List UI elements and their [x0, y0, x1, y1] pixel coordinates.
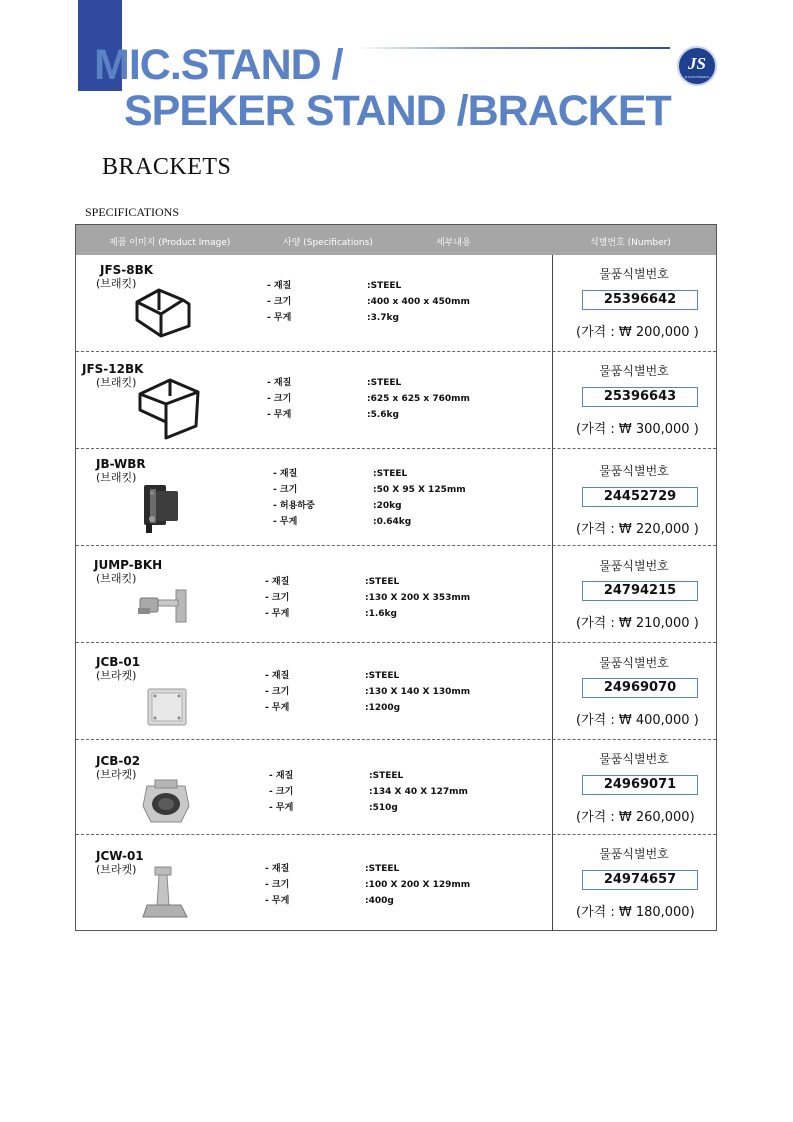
spec-value: :STEEL — [365, 671, 400, 681]
price: (가격 : ₩ 200,000 ) — [576, 325, 699, 340]
price: (가격 : ₩ 400,000 ) — [576, 713, 699, 728]
spec-label: - 재질 — [267, 281, 292, 291]
wall-bracket-image — [136, 479, 186, 537]
model-name: JFS-12BK — [82, 362, 144, 376]
price: (가격 : ₩ 260,000) — [576, 810, 695, 825]
spec-value: :STEEL — [367, 281, 402, 291]
model-name: JCB-02 — [96, 754, 141, 768]
table-row — [76, 449, 716, 546]
model-name: JCW-01 — [96, 849, 144, 863]
spec-label: - 재질 — [269, 771, 294, 781]
spec-value: :0.64kg — [373, 517, 412, 527]
spec-label: - 허용하중 — [273, 501, 315, 511]
header-rule — [355, 47, 670, 49]
spec-label: - 크기 — [269, 787, 294, 797]
id-label: 물품식별번호 — [599, 559, 669, 573]
model-name: JFS-8BK — [100, 263, 154, 277]
page-title-line2: SPEKER STAND /BRACKET — [124, 87, 671, 135]
spec-label: - 무게 — [265, 703, 290, 713]
logo-text: JS — [688, 54, 706, 73]
spec-label: - 크기 — [265, 593, 290, 603]
table-row — [76, 643, 716, 740]
spec-line — [267, 375, 401, 391]
company-logo — [677, 46, 717, 86]
spec-label: - 크기 — [267, 297, 292, 307]
spec-label: - 크기 — [267, 394, 292, 404]
id-label: 물품식별번호 — [599, 752, 669, 766]
model-name: JCB-01 — [96, 655, 141, 669]
header-specifications: 사양 (Specifications) — [283, 238, 373, 248]
table-row — [76, 835, 716, 931]
id-number: 24969071 — [582, 775, 698, 795]
id-label: 물품식별번호 — [599, 847, 669, 861]
product-type: (브래킷) — [96, 376, 137, 389]
spec-label: - 무게 — [265, 609, 290, 619]
spec-label: - 크기 — [265, 880, 290, 890]
specifications-label: SPECIFICATIONS — [85, 205, 180, 219]
spec-value: :20kg — [373, 501, 402, 511]
spec-label: - 무게 — [269, 803, 294, 813]
spec-value: :134 X 40 X 127mm — [369, 787, 468, 797]
spec-label: - 크기 — [273, 485, 298, 495]
spec-line — [265, 893, 394, 909]
id-label: 물품식별번호 — [599, 464, 669, 478]
header-product-image: 제품 이미지 (Product Image) — [109, 238, 231, 248]
logo-subtext: JS ELECTRONICS — [684, 75, 710, 79]
bracket-frame-image — [131, 280, 201, 340]
spec-value: :130 X 140 X 130mm — [365, 687, 471, 697]
product-type: (브래킷) — [96, 277, 137, 290]
spec-line — [273, 514, 411, 530]
product-type: (브라켓) — [96, 768, 137, 781]
section-title: BRACKETS — [102, 154, 232, 180]
spec-line — [265, 606, 397, 622]
spec-label: - 무게 — [273, 517, 298, 527]
spec-label: - 재질 — [265, 671, 290, 681]
id-number: 25396642 — [582, 290, 698, 310]
id-label: 물품식별번호 — [599, 656, 669, 670]
product-type: (브라켓) — [96, 863, 137, 876]
table-row — [76, 352, 716, 449]
spec-value: :100 X 200 X 129mm — [365, 880, 471, 890]
spec-value: :1200g — [365, 703, 401, 713]
spec-line — [267, 391, 470, 407]
spec-value: :STEEL — [373, 469, 408, 479]
spec-label: - 재질 — [273, 469, 298, 479]
spec-line — [265, 700, 400, 716]
spec-value: :130 X 200 X 353mm — [365, 593, 471, 603]
id-number: 24452729 — [582, 487, 698, 507]
camera-bracket-image — [141, 778, 191, 826]
table-row — [76, 255, 716, 352]
spec-line — [265, 861, 399, 877]
spec-line — [265, 877, 470, 893]
id-number: 24969070 — [582, 678, 698, 698]
id-number: 25396643 — [582, 387, 698, 407]
spec-value: :625 x 625 x 760mm — [367, 394, 470, 404]
spec-label: - 재질 — [267, 378, 292, 388]
spec-value: :STEEL — [365, 864, 400, 874]
spec-line — [269, 800, 398, 816]
spec-line — [269, 768, 403, 784]
model-name: JUMP-BKH — [94, 558, 163, 572]
spec-value: :STEEL — [367, 378, 402, 388]
model-name: JB-WBR — [96, 457, 146, 471]
id-label: 물품식별번호 — [599, 364, 669, 378]
spec-value: :STEEL — [369, 771, 404, 781]
spec-line — [267, 294, 470, 310]
product-type: (브라켓) — [96, 669, 137, 682]
junction-box-image — [146, 687, 188, 727]
product-type: (브래킷) — [96, 471, 137, 484]
spec-line — [267, 407, 399, 423]
price: (가격 : ₩ 300,000 ) — [576, 422, 699, 437]
spec-label: - 무게 — [267, 410, 292, 420]
spec-line — [269, 784, 468, 800]
price: (가격 : ₩ 220,000 ) — [576, 522, 699, 537]
spec-line — [265, 668, 399, 684]
spec-value: :3.7kg — [367, 313, 399, 323]
wall-mount-arm-image — [136, 586, 196, 626]
spec-value: :1.6kg — [365, 609, 397, 619]
page-title-line1: MIC.STAND / — [94, 41, 343, 89]
spec-value: :510g — [369, 803, 398, 813]
table-row — [76, 740, 716, 835]
id-number: 24974657 — [582, 870, 698, 890]
price: (가격 : ₩ 180,000) — [576, 905, 695, 920]
spec-line — [267, 310, 399, 326]
table-row — [76, 546, 716, 643]
spec-line — [265, 574, 399, 590]
spec-value: :400 x 400 x 450mm — [367, 297, 470, 307]
header-number: 식별번호 (Number) — [590, 238, 671, 248]
price: (가격 : ₩ 210,000 ) — [576, 616, 699, 631]
spec-line — [273, 466, 407, 482]
spec-value: :50 X 95 X 125mm — [373, 485, 466, 495]
spec-label: - 무게 — [265, 896, 290, 906]
id-label: 물품식별번호 — [599, 267, 669, 281]
spec-value: :400g — [365, 896, 394, 906]
id-number: 24794215 — [582, 581, 698, 601]
spec-line — [273, 482, 466, 498]
spec-line — [273, 498, 402, 514]
header-details: 세부내용 — [436, 238, 471, 248]
spec-label: - 재질 — [265, 864, 290, 874]
spec-label: - 무게 — [267, 313, 292, 323]
spec-line — [267, 278, 401, 294]
spec-label: - 재질 — [265, 577, 290, 587]
table-header — [76, 225, 716, 255]
spec-value: :5.6kg — [367, 410, 399, 420]
spec-line — [265, 684, 470, 700]
product-type: (브래킷) — [96, 572, 137, 585]
bracket-frame-image — [136, 374, 206, 442]
wall-mount-image — [141, 865, 191, 923]
spec-label: - 크기 — [265, 687, 290, 697]
product-table — [75, 224, 717, 931]
spec-line — [265, 590, 470, 606]
spec-value: :STEEL — [365, 577, 400, 587]
